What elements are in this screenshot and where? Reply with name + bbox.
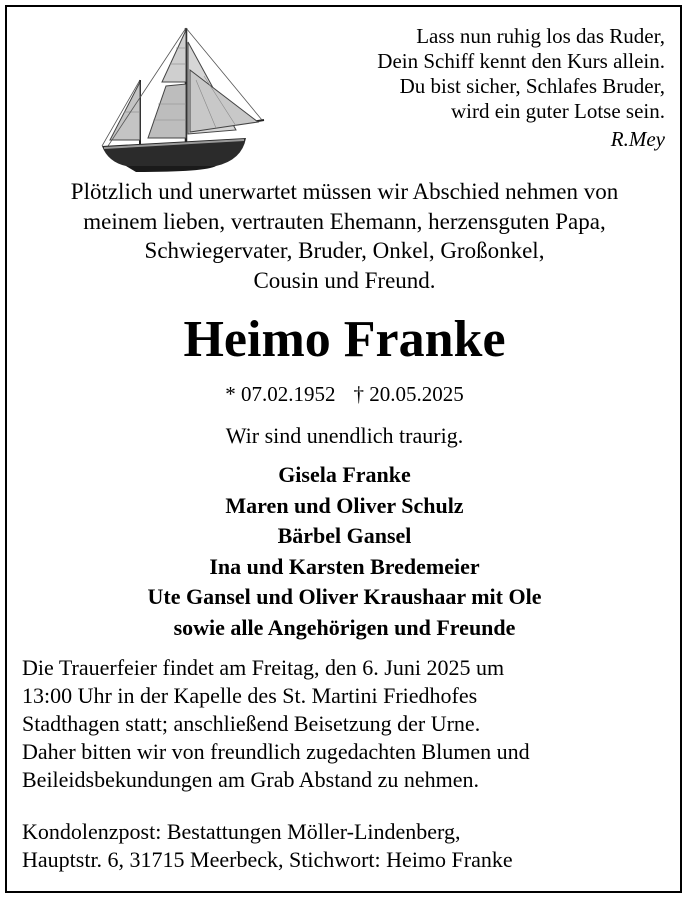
intro-text	[0, 177, 689, 295]
service-line: Die Trauerfeier findet am Freitag, den 6. Juni 2025 um	[22, 655, 505, 680]
intro-line: meinem lieben, vertrauten Ehemann, herzensguten Papa,	[83, 208, 606, 234]
poem-line: Lass nun ruhig los das Ruder,	[416, 24, 665, 48]
contact-line: Hauptstr. 6, 31715 Meerbeck, Stichwort: Heimo Franke	[22, 847, 513, 872]
intro-line: Schwiegervater, Bruder, Onkel, Großonkel,	[144, 238, 545, 263]
sailing-ship-icon	[96, 20, 266, 180]
contact-line: Kondolenzpost: Bestattungen Möller-Lindenberg,	[22, 819, 461, 844]
service-line: Stadthagen statt; anschließend Beisetzung der Urne.	[22, 711, 481, 736]
poem-author: R.Mey	[610, 127, 665, 151]
mourners-list	[0, 460, 689, 643]
mourner: sowie alle Angehörigen und Freunde	[173, 614, 516, 640]
poem-line: wird ein guter Lotse sein.	[450, 99, 665, 123]
service-line: 13:00 Uhr in der Kapelle des St. Martini Friedhofes	[22, 683, 478, 708]
service-line: Daher bitten wir von freundlich zugedachten Blumen und	[22, 739, 530, 764]
intro-line: Plötzlich und unerwartet müssen wir Abschied nehmen von	[70, 179, 619, 204]
birth-date: * 07.02.1952	[225, 382, 336, 406]
intro-line: Cousin und Freund.	[253, 267, 436, 293]
mourner: Gisela Franke	[278, 462, 411, 487]
poem-line: Du bist sicher, Schlafes Bruder,	[399, 74, 665, 98]
service-info	[22, 654, 662, 794]
mourner: Bärbel Gansel	[277, 523, 412, 548]
death-date: † 20.05.2025	[353, 382, 464, 406]
poem-line: Dein Schiff kennt den Kurs allein.	[377, 49, 665, 73]
life-dates	[0, 381, 689, 407]
condolence-contact	[22, 818, 662, 874]
poem	[305, 24, 665, 152]
service-line: Beileidsbekundungen am Grab Abstand zu nehmen.	[22, 767, 480, 792]
mourner: Maren und Oliver Schulz	[225, 492, 464, 518]
sorrow-line: Wir sind unendlich traurig.	[225, 423, 464, 448]
deceased-name: Heimo Franke	[183, 311, 506, 368]
mourner: Ina und Karsten Bredemeier	[209, 553, 480, 579]
mourner: Ute Gansel und Oliver Kraushaar mit Ole	[147, 584, 542, 609]
